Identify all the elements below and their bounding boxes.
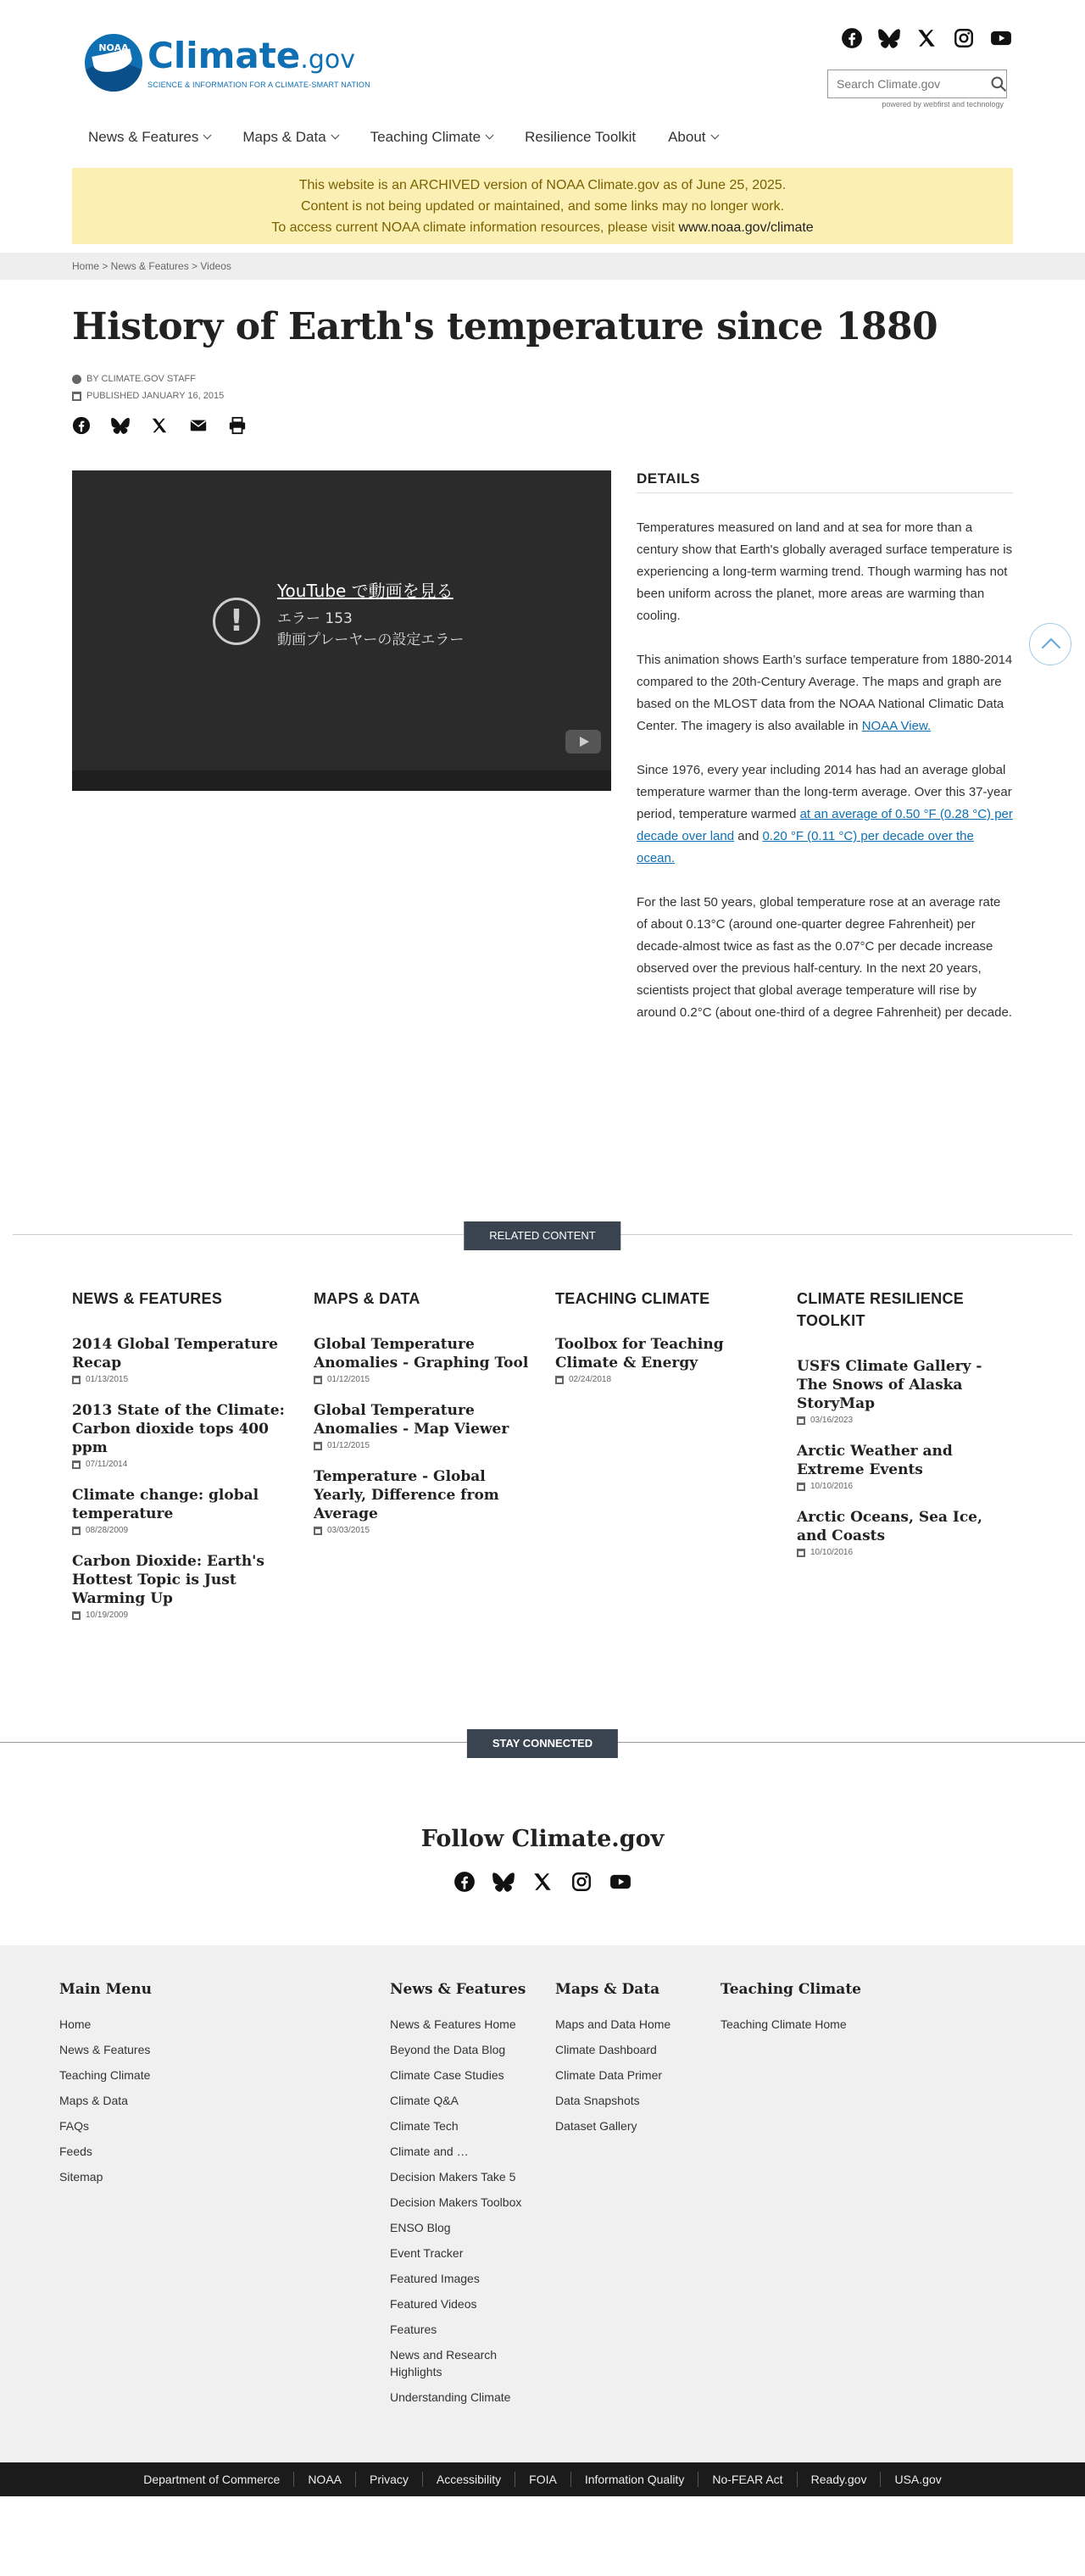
calendar-icon (72, 1527, 81, 1535)
chevron-down-icon (203, 131, 212, 140)
stay-connected-divider (0, 1737, 1085, 1750)
related-item[interactable]: 2014 Global Temperature Recap 01/13/2015 (72, 1336, 278, 1384)
calendar-icon (72, 1460, 81, 1469)
footer-main-menu: Main Menu Home News & Features Teaching Climate Maps & Data FAQs Feeds Sitemap (59, 1981, 199, 2189)
scroll-to-top-button[interactable] (1029, 623, 1071, 665)
related-item[interactable]: Temperature - Global Yearly, Difference from Average 03/03/2015 (314, 1468, 499, 1535)
calendar-icon (314, 1376, 322, 1384)
x-icon[interactable] (914, 25, 939, 51)
details-paragraph: Temperatures measured on land and at sea for more than a century show that Earth's globally averaged surface temperature is experiencing a long-term warming trend. Though warming has not been uniform across the planet, more areas are warming than cooling. (637, 520, 1013, 623)
gov-link[interactable]: USA.gov (880, 2472, 954, 2487)
footer-link[interactable]: Climate and … (390, 2145, 469, 2158)
footer-link[interactable]: Sitemap (59, 2170, 103, 2184)
main-nav (88, 129, 718, 146)
facebook-icon[interactable] (452, 1869, 477, 1894)
noaa-logo-icon: NOAA (85, 34, 142, 92)
video-player[interactable] (72, 470, 611, 791)
footer-link[interactable]: Featured Videos (390, 2297, 477, 2311)
page-title: History of Earth's temperature since 1880 (72, 305, 938, 348)
footer-link[interactable]: Decision Makers Take 5 (390, 2170, 516, 2184)
share-facebook-icon[interactable] (72, 416, 91, 435)
related-column (797, 1288, 1013, 1620)
search-box (827, 70, 1007, 98)
site-footer (0, 1945, 1085, 2496)
gov-link[interactable]: Ready.gov (797, 2472, 881, 2487)
search-icon (990, 75, 1007, 92)
video-error-message: 動画プレーヤーの設定エラー (277, 631, 465, 648)
footer-link[interactable]: Climate Case Studies (390, 2068, 504, 2082)
gov-links-bar (0, 2462, 1085, 2496)
related-item[interactable]: 2013 State of the Climate: Carbon dioxide tops 400 ppm 07/11/2014 (72, 1402, 285, 1469)
search-powered-by: powered by webfirst and technology (882, 100, 1004, 108)
related-column (72, 1288, 288, 1620)
calendar-icon (797, 1416, 805, 1425)
related-column (555, 1288, 771, 1620)
article-author: BY CLIMATE.GOV STAFF (86, 374, 196, 384)
details-paragraph: This animation shows Earth’s surface temperature from 1880-2014 compared to the 20th-Century Average. The maps and graph are based on the MLOST data from the NOAA National Climatic Data Center. The imagery is also available in NOAA View. (637, 653, 1013, 733)
related-item[interactable]: Climate change: global temperature 08/28/2009 (72, 1487, 259, 1535)
details-heading: DETAILS (637, 470, 1013, 493)
watch-on-youtube-link[interactable]: YouTube で動画を見る (277, 581, 453, 601)
ocean-warming-link[interactable]: 0.20 °F (0.11 °C) per decade over the ocean. (637, 829, 974, 865)
footer-link[interactable]: Teaching Climate (59, 2068, 151, 2082)
footer-link[interactable]: News and Research Highlights (390, 2348, 498, 2378)
footer-link[interactable]: FAQs (59, 2119, 90, 2133)
calendar-icon (797, 1549, 805, 1557)
stay-connected-label: STAY CONNECTED (467, 1729, 618, 1758)
footer-link[interactable]: Dataset Gallery (555, 2119, 637, 2133)
footer-news-features: News & Features News & Features Home Beyond the Data Blog Climate Case Studies Climate Q&A Climate Tech Climate and … Decision Makers Take 5 Decision Makers Toolbox ENSO Blog Event Tracker Featured Images Featured Videos Features News and Research Highlights Understanding Climate (390, 1981, 530, 2410)
footer-link[interactable]: Teaching Climate Home (721, 2017, 847, 2031)
gov-link[interactable]: Accessibility (422, 2472, 515, 2487)
noaa-climate-link[interactable]: www.noaa.gov/climate (678, 220, 814, 235)
climate-gov-logo[interactable] (85, 34, 370, 92)
nav-resilience-toolkit[interactable]: Resilience Toolkit (525, 129, 637, 145)
chevron-down-icon (710, 131, 719, 140)
gov-link[interactable]: FOIA (515, 2472, 570, 2487)
related-column-heading: TEACHING CLIMATE (555, 1290, 710, 1307)
related-column-heading: CLIMATE RESILIENCE TOOLKIT (797, 1290, 965, 1329)
calendar-icon (314, 1527, 322, 1535)
video-controls-bar (72, 771, 611, 791)
footer-link[interactable]: Feeds (59, 2145, 92, 2158)
footer-link[interactable]: Decision Makers Toolbox (390, 2195, 522, 2209)
calendar-icon (314, 1442, 322, 1450)
related-content (72, 1288, 1013, 1620)
error-icon: ! (213, 598, 260, 645)
facebook-icon[interactable] (839, 25, 865, 51)
footer-link[interactable]: News & Features (59, 2043, 151, 2056)
share-bar (72, 416, 1013, 435)
bluesky-icon[interactable] (491, 1869, 516, 1894)
related-item[interactable]: Arctic Oceans, Sea Ice, and Coasts 10/10/2016 (797, 1509, 982, 1557)
nav-teaching-climate[interactable]: Teaching Climate (370, 129, 492, 146)
instagram-icon[interactable] (569, 1869, 594, 1894)
footer-link[interactable]: Home (59, 2017, 92, 2031)
related-item[interactable]: Toolbox for Teaching Climate & Energy 02/24/2018 (555, 1336, 724, 1384)
bluesky-icon[interactable] (876, 25, 902, 51)
share-x-icon[interactable] (150, 416, 169, 435)
related-column-heading: MAPS & DATA (314, 1290, 420, 1307)
footer-link[interactable]: ENSO Blog (390, 2221, 451, 2234)
related-item[interactable]: Arctic Weather and Extreme Events 10/10/2016 (797, 1443, 953, 1491)
related-content-label: RELATED CONTENT (464, 1221, 620, 1250)
footer-link[interactable]: Maps and Data Home (555, 2017, 671, 2031)
footer-teaching-climate: Teaching Climate Teaching Climate Home (721, 1981, 861, 2037)
follow-heading: Follow Climate.gov (420, 1826, 665, 1852)
instagram-icon[interactable] (951, 25, 976, 51)
share-bluesky-icon[interactable] (111, 416, 130, 435)
footer-link[interactable]: Data Snapshots (555, 2094, 640, 2107)
related-item[interactable]: Global Temperature Anomalies - Graphing Tool 01/12/2015 (314, 1336, 529, 1384)
print-icon[interactable] (228, 416, 247, 435)
gov-link[interactable]: Privacy (355, 2472, 422, 2487)
footer-maps-data: Maps & Data Maps and Data Home Climate Dashboard Climate Data Primer Data Snapshots Dataset Gallery (555, 1981, 695, 2139)
main-content (72, 470, 1013, 1024)
footer-link[interactable]: Climate Dashboard (555, 2043, 657, 2056)
breadcrumb-bar (0, 253, 1085, 280)
breadcrumb[interactable]: Home > News & Features > Videos (72, 260, 231, 272)
site-tagline: SCIENCE & INFORMATION FOR A CLIMATE-SMART NATION (147, 80, 370, 89)
video-error-code: エラー 153 (277, 610, 353, 627)
footer-link[interactable]: News & Features Home (390, 2017, 516, 2031)
nav-news-features[interactable]: News & Features (88, 129, 210, 146)
chevron-down-icon (331, 131, 339, 140)
article-meta (72, 370, 1013, 404)
search-button[interactable] (990, 70, 1007, 97)
gov-link[interactable]: Information Quality (570, 2472, 698, 2487)
social-links-footer (0, 1869, 1085, 1894)
calendar-icon (797, 1483, 805, 1491)
related-column-heading: NEWS & FEATURES (72, 1290, 223, 1307)
footer-link[interactable]: Maps & Data (59, 2094, 128, 2107)
related-content-divider (13, 1229, 1072, 1242)
related-column (314, 1288, 530, 1620)
youtube-icon[interactable] (608, 1869, 633, 1894)
details-paragraph: Since 1976, every year including 2014 has had an average global temperature warmer than the long-term average. Over this 37-year period, temperature warmed at an average of 0.50 °F (0.28 °C) per decade over land and 0.20 °F (0.11 °C) per decade over the ocean. (637, 763, 1013, 865)
user-icon (72, 375, 81, 384)
footer-link[interactable]: Event Tracker (390, 2246, 464, 2260)
details-paragraph: For the last 50 years, global temperature rose at an average rate of about 0.13°C (around one-quarter degree Fahrenheit) per decade-almost twice as fast as the 0.07°C per decade increase observed over the previous half-century. In the next 20 years, scientists project that global average temperature will rise by around 0.2°C (about one-third of a degree Fahrenheit) per decade. (637, 895, 1012, 1020)
youtube-logo-icon[interactable] (565, 730, 601, 754)
footer-link[interactable]: Climate Tech (390, 2119, 459, 2133)
footer-link[interactable]: Climate Data Primer (555, 2068, 663, 2082)
related-item[interactable]: USFS Climate Gallery - The Snows of Alaska StoryMap 03/16/2023 (797, 1358, 982, 1425)
gov-link[interactable]: No-FEAR Act (698, 2472, 796, 2487)
details-panel (637, 470, 1013, 1024)
search-input[interactable] (828, 70, 990, 97)
gov-link[interactable]: NOAA (293, 2472, 355, 2487)
gov-link[interactable]: Department of Commerce (143, 2473, 281, 2486)
site-name: Climate.gov (147, 34, 355, 76)
share-email-icon[interactable] (189, 416, 208, 435)
nav-about[interactable]: About (668, 129, 717, 146)
land-warming-link[interactable]: at an average of 0.50 °F (0.28 °C) per decade over land (637, 807, 1013, 843)
youtube-icon[interactable] (988, 25, 1014, 51)
related-item[interactable]: Global Temperature Anomalies - Map Viewer 01/12/2015 (314, 1402, 509, 1450)
nav-maps-data[interactable]: Maps & Data (242, 129, 337, 146)
footer-link[interactable]: Beyond the Data Blog (390, 2043, 506, 2056)
footer-link[interactable]: Features (390, 2323, 437, 2336)
chevron-down-icon (486, 131, 494, 140)
calendar-icon (72, 1611, 81, 1620)
noaa-view-link[interactable]: NOAA View. (861, 719, 932, 733)
footer-link[interactable]: Featured Images (390, 2272, 480, 2285)
site-header (0, 0, 1085, 161)
x-icon[interactable] (530, 1869, 555, 1894)
article-published: PUBLISHED JANUARY 16, 2015 (86, 391, 225, 401)
footer-link[interactable]: Understanding Climate (390, 2390, 511, 2404)
calendar-icon (72, 392, 81, 401)
archive-notice: This website is an ARCHIVED version of NOAA Climate.gov as of June 25, 2025. Content is not being updated or maintained, and some links may no longer work. To access current NOAA climate information resources, please visit www.noaa.gov/climate (72, 168, 1013, 244)
calendar-icon (72, 1376, 81, 1384)
footer-link[interactable]: Climate Q&A (390, 2094, 459, 2107)
social-links-header (839, 25, 1014, 51)
calendar-icon (555, 1376, 564, 1384)
related-item[interactable]: Carbon Dioxide: Earth's Hottest Topic is Just Warming Up 10/19/2009 (72, 1553, 264, 1620)
